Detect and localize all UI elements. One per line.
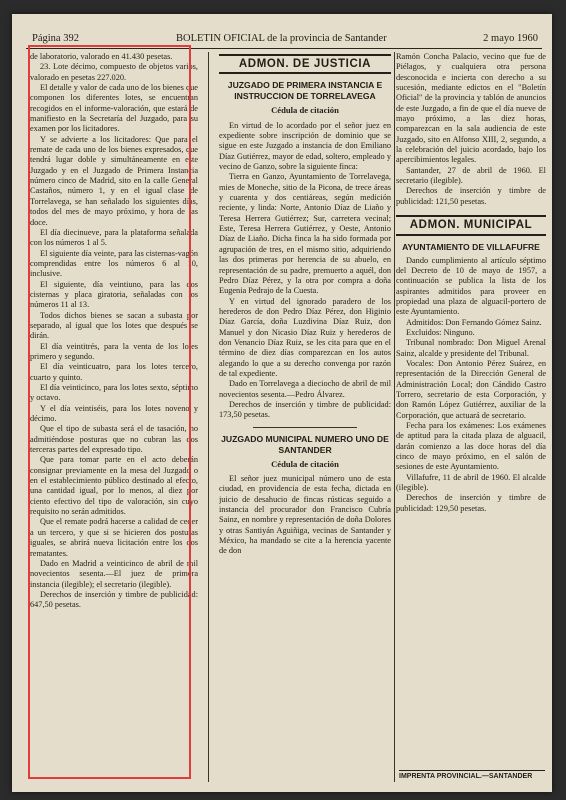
paragraph: Que el tipo de subasta será el de tasación, no admitiéndose posturas que no cubran las dos terceras partes del expresado tipo.: [30, 424, 198, 455]
paragraph: El señor juez municipal número uno de esta ciudad, en providencia de esta fecha, dictada en juicio de desahucio de fincas rústicas seguido a instancia del procurador don Francisco Cubría Sainz, en nombre y representación de doña Dolores y otras Santiyán Aguiñiga, vecinas de Santander y México, ha mandado se cite a la herencia yacente de don: [219, 474, 391, 556]
paragraph: Tierra en Ganzo, Ayuntamiento de Torrelavega, mies de Moneche, sitio de la Picona, de trece áreas y cuarenta y dos centiáreas, según medición reciente, y linda: Norte, Antonio Díaz de Liaño y Teresa Herrera Gutiérrez; Sur, carretera vecinal; Este, Teresa Herrera Gutiérrez, y Oeste, Antonio Díaz de Liaño. Dicha finca la ha sido formada por agrupación de tres, en el mismo sitio, adquiriendo las dos primeras por herencia de su abuelo, en representación de su padre, premuerto a aquél, don Pedro Díaz Pérez, y la otra por compra a doña Eugenia Pedrajo de la Cuesta.: [219, 172, 391, 296]
paragraph: Excluidos: Ninguno.: [406, 327, 475, 337]
paragraph: Y el día veintiséis, para los lotes noveno y décimo.: [30, 403, 198, 424]
paragraph: Todos dichos bienes se sacan a subasta por separado, al igual que los lotes que después se dirán.: [30, 310, 198, 341]
paragraph: Y se advierte a los licitadores: Que para el remate de cada uno de los bienes expresados, que tendrá lugar doble y simultáneamente en este Juzgado y en el Juzgado de Primera Instancia número cinco de Madrid, sito en la calle General Castaños, número 1, y en el igual clase de Torrelavega, se han señalado los siguientes días, todos del mes de mayo próximo, y hora de las doce.: [30, 134, 198, 227]
section-heading-municipal: ADMON. MUNICIPAL: [396, 215, 546, 235]
newspaper-page: [12, 14, 552, 792]
column-left: [30, 52, 198, 782]
court-title-santander: JUZGADO MUNICIPAL NUMERO UNO DE SANTANDER: [221, 433, 389, 455]
column-divider: [208, 52, 209, 782]
paragraph: El siguiente, día veintiuno, para las dos cisternas y placa giratoria, señaladas con los números 11 al 13.: [30, 279, 198, 310]
paragraph: En virtud de lo acordado por el señor juez en expediente sobre inscripción de dominio que se sigue en este Juzgado a instancia de don Emiliano Díaz Gutiérrez, mayor de edad, soltero, empleado y vecino de Ganzo, sobre la siguiente finca:: [219, 120, 391, 172]
paragraph: Dado en Madrid a veinticinco de abril de mil novecientos sesenta.—El juez de primera instancia (ilegible); el secretario (ilegible).: [30, 558, 198, 589]
paragraph: Derechos de inserción y timbre de publicidad: 129,50 pesetas.: [396, 493, 546, 513]
paragraph: Fecha para los exámenes: Los exámenes de aptitud para la citada plaza de alguacil, darán comienzo a las doce horas del día cinco de mayo próximo, en el salón de sesiones de este Ayuntamiento.: [396, 421, 546, 472]
divider: [253, 427, 356, 428]
ayuntamiento-title: AYUNTAMIENTO DE VILLAFUFRE: [402, 241, 540, 252]
paragraph: El día diecinueve, para la plataforma señalada con los números 1 al 5.: [30, 227, 198, 248]
paragraph: Santander, 27 de abril de 1960. El secretario (ilegible).: [396, 165, 546, 186]
paragraph: Tribunal nombrado: Don Miguel Arenal Sainz, alcalde y presidente del Tribunal.: [396, 338, 546, 358]
citation-subtitle: Cédula de citación: [271, 105, 339, 116]
paragraph: El día veintitrés, para la venta de los lotes primero y segundo.: [30, 341, 198, 361]
paragraph: Y en virtud del ignorado paradero de los herederos de don Pedro Díaz Pérez, don Higinio Díaz García, doña Luzdivina Díaz Ruiz, don Manuel y don Nicasio Díaz Ruiz y herederos de don Venancio Díaz Ruiz, se les cita para que en el término de diez días comparezcan en los autos alegando lo que a su derecho convenga por razón de tal expediente.: [219, 296, 391, 378]
paragraph: Que el remate podrá hacerse a calidad de ceder a un tercero, y que si se hicieren dos posturas iguales, se abrirá nueva licitación entre los dos rematantes.: [30, 517, 198, 558]
column-divider: [394, 52, 395, 782]
citation-subtitle: Cédula de citación: [271, 458, 339, 469]
paragraph: El siguiente día veinte, para las cisternas-vagón comprendidas entre los números 6 al 10, inclusive.: [30, 248, 198, 279]
paragraph: Villafufre, 11 de abril de 1960. El alcalde (ilegible).: [396, 472, 546, 493]
paragraph: Admitidos: Don Fernando Gómez Sainz.: [406, 317, 542, 327]
paragraph: Derechos de inserción y timbre de publicidad: 121,50 pesetas.: [396, 186, 546, 206]
section-heading-justicia: ADMON. DE JUSTICIA: [219, 54, 391, 74]
paragraph: Derechos de inserción y timbre de publicidad: 173,50 pesetas.: [219, 399, 391, 420]
paragraph: Ramón Concha Palacio, vecino que fue de Piélagos, y cualquiera otra persona desconocida e incierta con derecho a su sucesión, mediante edictos en el "Boletín Oficial" de la provincia y tablón de anuncios de este Juzgado, a fin de que el día nueve de mayo próximo, a las diez horas, comparezcan en la sala audiencia de este Juzgado, sito en Alfonso XIII, 2, segundo, a la celebración del juicio acordado, bajo los apercibimientos legales.: [396, 52, 546, 165]
paragraph: Dado en Torrelavega a dieciocho de abril de mil novecientos sesenta.—Pedro Álvarez.: [219, 379, 391, 399]
paragraph: Derechos de inserción y timbre de publicidad: 647,50 pesetas.: [30, 589, 198, 610]
paragraph: de laboratorio, valorado en 41.430 pesetas.: [30, 52, 173, 61]
column-middle: [219, 52, 391, 782]
paragraph: Vocales: Don Antonio Pérez Suárez, en representación de la Dirección General de Administración Local; don Cándido Castro Torrero, secretario de esta Corporación, y don Ramón López Gutiérrez, auxiliar de la Corporación, que actuará de secretario.: [396, 358, 546, 420]
column-right: [396, 52, 546, 782]
paragraph: El día veinticinco, para los lotes sexto, séptimo y octavo.: [30, 383, 198, 403]
paragraph: El día veinticuatro, para los lotes tercero, cuarto y quinto.: [30, 362, 198, 382]
paragraph: Que para tomar parte en el acto deberán consignar previamente en la mesa del Juzgado o en el establecimiento público destinado al efecto, una cantidad igual, por lo menos, al diez por ciento efectivo del tipo de valoración, sin cuyo requisito no serán admitidos.: [30, 455, 198, 517]
page-header: [26, 32, 538, 46]
printer-footer: IMPRENTA PROVINCIAL.—SANTANDER: [399, 770, 545, 780]
issue-date: 2 mayo 1960: [483, 33, 538, 44]
header-rule: [26, 48, 542, 49]
court-title-torrelavega: JUZGADO DE PRIMERA INSTANCIA E INSTRUCCION DE TORRELAVEGA: [227, 80, 383, 102]
page-number: Página 392: [32, 33, 79, 44]
paragraph: Dando cumplimiento al artículo séptimo del Decreto de 10 de mayo de 1957, a continuación se publica la lista de los aspirantes admitidos para proveer en propiedad una plaza de alguacil-portero de este Ayuntamiento.: [396, 255, 546, 317]
paragraph: El detalle y valor de cada uno de los bienes que componen los diferentes lotes, se encuentran recogidos en el informe-valoración, que estará de manifiesto en la Secretaría del Juzgado, para su examen por los licitadores.: [30, 83, 198, 134]
paragraph: 23. Lote décimo, compuesto de objetos varios, valorado en pesetas 227.020.: [30, 62, 198, 82]
publication-title: BOLETIN OFICIAL de la provincia de Santander: [176, 33, 387, 44]
